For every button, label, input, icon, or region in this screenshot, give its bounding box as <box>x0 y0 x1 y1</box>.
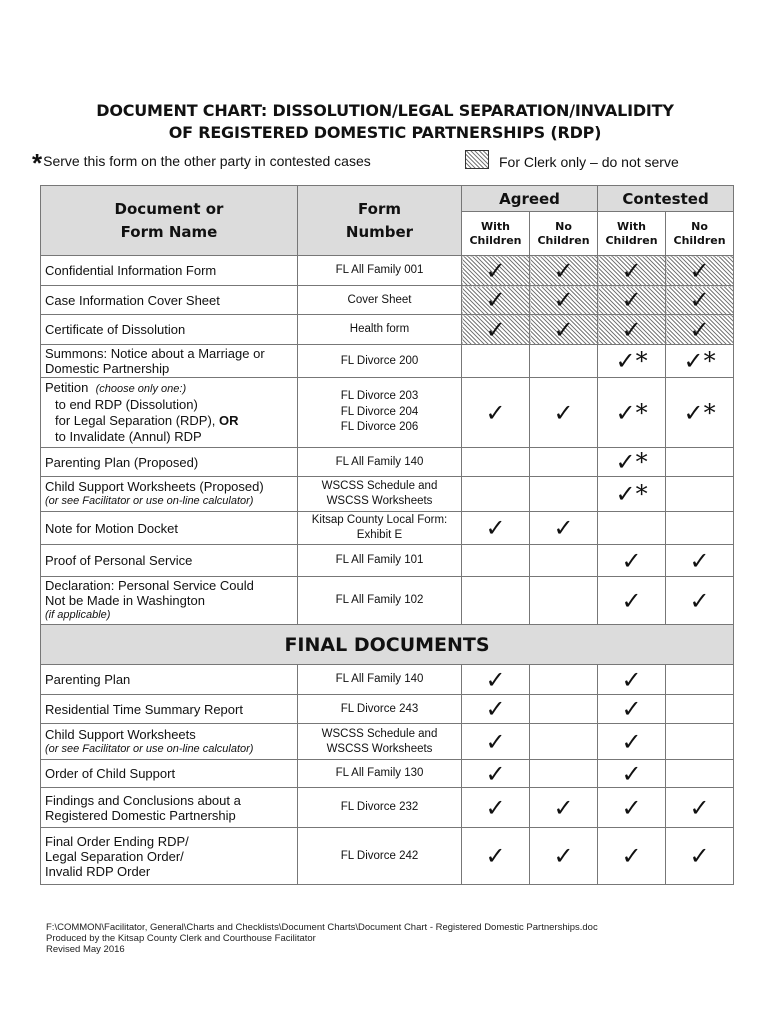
table-row <box>41 577 734 625</box>
table-row <box>41 724 734 760</box>
check-mark-icon: ✓ <box>530 512 598 545</box>
form-number: FL All Family 102 <box>298 577 462 625</box>
check-mark-icon <box>530 545 598 577</box>
check-mark-icon: ✓ <box>530 315 598 345</box>
check-mark-icon: ✓ <box>462 378 530 448</box>
section-title: FINAL DOCUMENTS <box>41 625 734 665</box>
check-mark-icon: ✓ <box>598 695 666 724</box>
table-row <box>41 545 734 577</box>
table-row <box>41 286 734 315</box>
check-mark-icon: ✓ <box>530 256 598 286</box>
check-mark-icon: ✓ <box>598 315 666 345</box>
form-number: FL All Family 140 <box>298 448 462 477</box>
form-number: FL Divorce 200 <box>298 345 462 378</box>
check-mark-icon: ✓ <box>666 788 734 828</box>
check-mark-icon: ✓* <box>598 345 666 378</box>
check-mark-icon <box>530 577 598 625</box>
serve-legend-text: Serve this form on the other party in contested cases <box>43 153 371 169</box>
table-row <box>41 345 734 378</box>
check-mark-icon: ✓* <box>598 448 666 477</box>
check-mark-icon: ✓ <box>598 760 666 788</box>
form-number: FL All Family 130 <box>298 760 462 788</box>
document-name: Child Support Worksheets (or see Facilitator or use on-line calculator) <box>41 724 298 760</box>
check-mark-icon: ✓ <box>462 256 530 286</box>
check-mark-icon <box>666 477 734 512</box>
document-name: Final Order Ending RDP/ Legal Separation Order/ Invalid RDP Order <box>41 828 298 885</box>
check-mark-icon: ✓ <box>462 286 530 315</box>
check-mark-icon <box>530 477 598 512</box>
check-mark-icon: ✓ <box>598 577 666 625</box>
check-mark-icon: ✓* <box>598 378 666 448</box>
check-mark-icon <box>462 545 530 577</box>
table-row <box>41 828 734 885</box>
final-documents-header <box>41 625 734 665</box>
check-mark-icon: ✓ <box>666 315 734 345</box>
document-name: Case Information Cover Sheet <box>41 286 298 315</box>
form-number: Kitsap County Local Form: Exhibit E <box>298 512 462 545</box>
table-row <box>41 256 734 286</box>
header-agreed-no-children: No Children <box>530 212 598 256</box>
check-mark-icon <box>530 345 598 378</box>
check-mark-icon <box>598 512 666 545</box>
check-mark-icon <box>462 577 530 625</box>
check-mark-icon: ✓ <box>598 724 666 760</box>
form-number: FL Divorce 232 <box>298 788 462 828</box>
header-form-number: Form Number <box>298 186 462 256</box>
form-number: FL All Family 140 <box>298 665 462 695</box>
check-mark-icon: ✓ <box>666 286 734 315</box>
check-mark-icon <box>666 760 734 788</box>
check-mark-icon: ✓ <box>462 828 530 885</box>
check-mark-icon <box>666 665 734 695</box>
clerk-legend-text: For Clerk only – do not serve <box>499 154 679 170</box>
check-mark-icon <box>462 448 530 477</box>
check-mark-icon <box>462 477 530 512</box>
form-number: WSCSS Schedule and WSCSS Worksheets <box>298 477 462 512</box>
header-contested-no-children: No Children <box>666 212 734 256</box>
document-name: Residential Time Summary Report <box>41 695 298 724</box>
asterisk-icon: * <box>32 148 43 178</box>
check-mark-icon: ✓ <box>462 760 530 788</box>
document-name: Parenting Plan <box>41 665 298 695</box>
check-mark-icon: ✓* <box>666 378 734 448</box>
check-mark-icon <box>530 448 598 477</box>
header-agreed: Agreed <box>462 186 598 212</box>
document-name: Parenting Plan (Proposed) <box>41 448 298 477</box>
serve-legend <box>32 148 371 179</box>
table-row <box>41 788 734 828</box>
check-mark-icon <box>530 695 598 724</box>
check-mark-icon <box>666 695 734 724</box>
document-chart-table <box>40 185 734 885</box>
footer-revised: Revised May 2016 <box>46 944 125 955</box>
document-name: Order of Child Support <box>41 760 298 788</box>
header-document-name: Document or Form Name <box>41 186 298 256</box>
table-row <box>41 477 734 512</box>
title-line-2: OF REGISTERED DOMESTIC PARTNERSHIPS (RDP) <box>168 123 602 142</box>
check-mark-icon: ✓ <box>530 788 598 828</box>
footer-path: F:\COMMON\Facilitator, General\Charts and Checklists\Document Charts\Document Chart - Registered Domestic Partnerships.doc <box>46 922 598 933</box>
document-name: Child Support Worksheets (Proposed) (or see Facilitator or use on-line calculator) <box>41 477 298 512</box>
form-number: FL Divorce 203 FL Divorce 204 FL Divorce 206 <box>298 378 462 448</box>
hatch-swatch-icon <box>465 150 489 169</box>
check-mark-icon: ✓ <box>530 286 598 315</box>
document-name: Summons: Notice about a Marriage or Domestic Partnership <box>41 345 298 378</box>
check-mark-icon: ✓ <box>666 577 734 625</box>
check-mark-icon <box>530 760 598 788</box>
check-mark-icon <box>666 512 734 545</box>
header-contested-with-children: With Children <box>598 212 666 256</box>
check-mark-icon: ✓ <box>598 828 666 885</box>
check-mark-icon: ✓* <box>598 477 666 512</box>
check-mark-icon <box>530 665 598 695</box>
document-name: Confidential Information Form <box>41 256 298 286</box>
check-mark-icon <box>462 345 530 378</box>
form-number: FL All Family 001 <box>298 256 462 286</box>
check-mark-icon: ✓ <box>462 665 530 695</box>
form-number: FL Divorce 242 <box>298 828 462 885</box>
check-mark-icon: ✓ <box>462 315 530 345</box>
table-row <box>41 448 734 477</box>
check-mark-icon: ✓ <box>598 286 666 315</box>
document-name: Certificate of Dissolution <box>41 315 298 345</box>
footer-produced: Produced by the Kitsap County Clerk and Courthouse Facilitator <box>46 933 316 944</box>
check-mark-icon: ✓ <box>462 724 530 760</box>
document-name: Petition (choose only one:) to end RDP (Dissolution) for Legal Separation (RDP), OR to Invalidate (Annul) RDP <box>41 378 298 448</box>
footer <box>46 922 598 955</box>
check-mark-icon: ✓ <box>598 256 666 286</box>
check-mark-icon <box>666 448 734 477</box>
check-mark-icon: ✓ <box>462 695 530 724</box>
form-number: WSCSS Schedule and WSCSS Worksheets <box>298 724 462 760</box>
document-name: Note for Motion Docket <box>41 512 298 545</box>
title-line-1: DOCUMENT CHART: DISSOLUTION/LEGAL SEPARATION/INVALIDITY <box>96 101 674 120</box>
form-number: Health form <box>298 315 462 345</box>
check-mark-icon: ✓ <box>666 828 734 885</box>
table-row <box>41 665 734 695</box>
check-mark-icon: ✓ <box>598 665 666 695</box>
table-row <box>41 760 734 788</box>
header-agreed-with-children: With Children <box>462 212 530 256</box>
form-number: FL All Family 101 <box>298 545 462 577</box>
check-mark-icon: ✓ <box>462 512 530 545</box>
check-mark-icon <box>530 724 598 760</box>
check-mark-icon: ✓ <box>530 378 598 448</box>
document-name: Findings and Conclusions about a Registered Domestic Partnership <box>41 788 298 828</box>
check-mark-icon: ✓ <box>666 256 734 286</box>
header-contested: Contested <box>598 186 734 212</box>
table-row <box>41 315 734 345</box>
check-mark-icon: ✓ <box>530 828 598 885</box>
document-name: Declaration: Personal Service Could Not be Made in Washington (if applicable) <box>41 577 298 625</box>
check-mark-icon: ✓ <box>666 545 734 577</box>
form-number: Cover Sheet <box>298 286 462 315</box>
check-mark-icon: ✓* <box>666 345 734 378</box>
table-row <box>41 378 734 448</box>
table-row <box>41 512 734 545</box>
document-name: Proof of Personal Service <box>41 545 298 577</box>
table-row <box>41 695 734 724</box>
check-mark-icon <box>666 724 734 760</box>
form-number: FL Divorce 243 <box>298 695 462 724</box>
check-mark-icon: ✓ <box>598 545 666 577</box>
check-mark-icon: ✓ <box>462 788 530 828</box>
check-mark-icon: ✓ <box>598 788 666 828</box>
